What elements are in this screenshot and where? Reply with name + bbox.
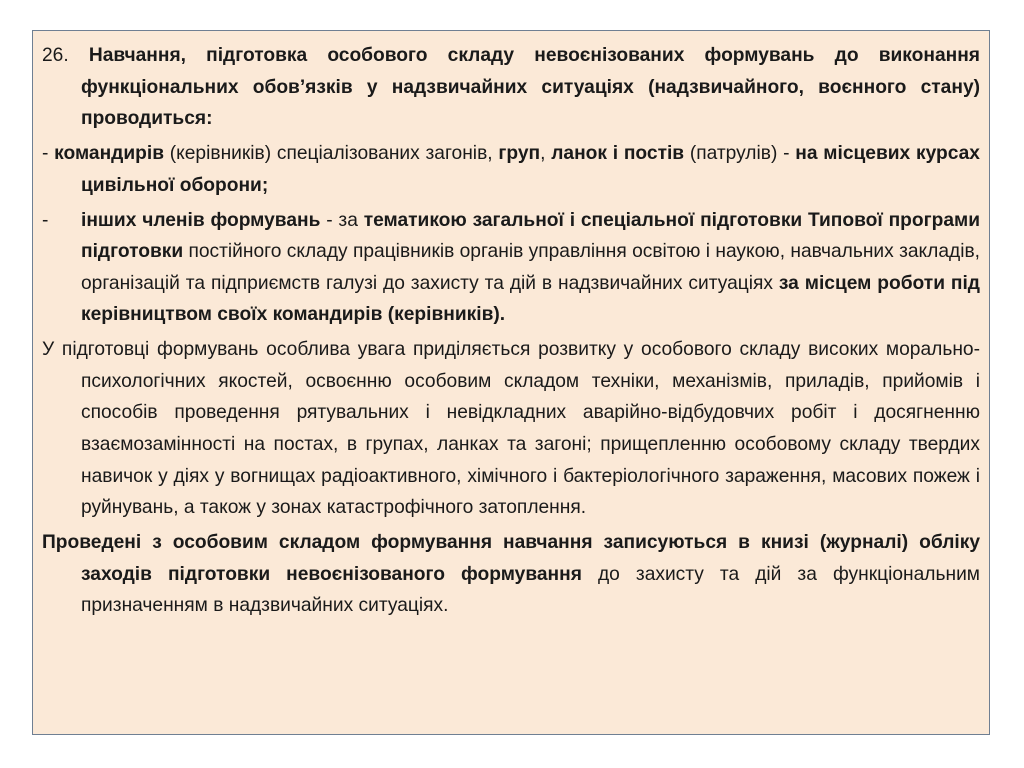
units-term: ланок і постів: [551, 143, 685, 165]
separator-text: ,: [540, 143, 552, 165]
commanders-term: командирів: [54, 143, 164, 165]
training-focus-text: У підготовці формувань особлива увага приділяється розвитку у особового складу високих морально-психологічних якостей, освоєнню особовим складом техніки, механізмів, приладів, прийомів і способів проведення рятувальних і невідкладних аварійно-відбудовчих робіт і досягненню взаємозамінності на постах, в групах, ланках та загоні; прищепленню особовому складу твердих навичок у діях у вогнищах радіоактивного, хімічного і бактеріологічного зараження, масових пожеж і руйнувань, а також у зонах катастрофічного затоплення.: [42, 339, 980, 519]
paragraph-records: [42, 527, 980, 622]
members-text: - за: [320, 209, 364, 231]
courses-term: на місцевих курсах цивільної оборони;: [81, 143, 980, 196]
slide-panel: [32, 30, 990, 735]
paragraph-training-focus: [42, 334, 980, 524]
commanders-text: (керівників) спеціалізованих загонів,: [164, 143, 499, 165]
patrols-text: (патрулів) -: [684, 143, 796, 165]
program-term: тематикою загальної і спеціальної підготовки Типової програми підготовки: [81, 209, 980, 263]
dash-marker: -: [42, 143, 55, 165]
workplace-term: за місцем роботи під керівництвом своїх командирів (керівників).: [81, 272, 980, 326]
paragraph-members: [42, 205, 980, 331]
groups-term: груп: [498, 143, 541, 165]
records-term: Проведені з особовим складом формування навчання записуються в книзі (журналі) обліку заходів підготовки невоєнізованого формування: [42, 532, 980, 585]
slide-content: [42, 40, 980, 625]
records-text: до захисту та дій за функціональним призначенням в надзвичайних ситуаціях.: [81, 563, 980, 617]
item-number: 26.: [42, 45, 89, 66]
members-term: інших членів формувань: [81, 209, 321, 231]
members-body-text: постійного складу працівників органів управління освітою і наукою, навчальних закладів, організацій та підприємств галузі до захисту та дій в надзвичайних ситуаціях: [81, 241, 980, 294]
paragraph-commanders: [42, 138, 980, 201]
dash-marker: -: [42, 209, 49, 231]
paragraph-title: Навчання, підготовка особового складу невоєнізованих формувань до виконання функціональних обов’язків у надзвичайних ситуаціях (надзвичайного, воєнного стану) проводиться:: [81, 45, 981, 130]
paragraph-26: [42, 40, 980, 135]
